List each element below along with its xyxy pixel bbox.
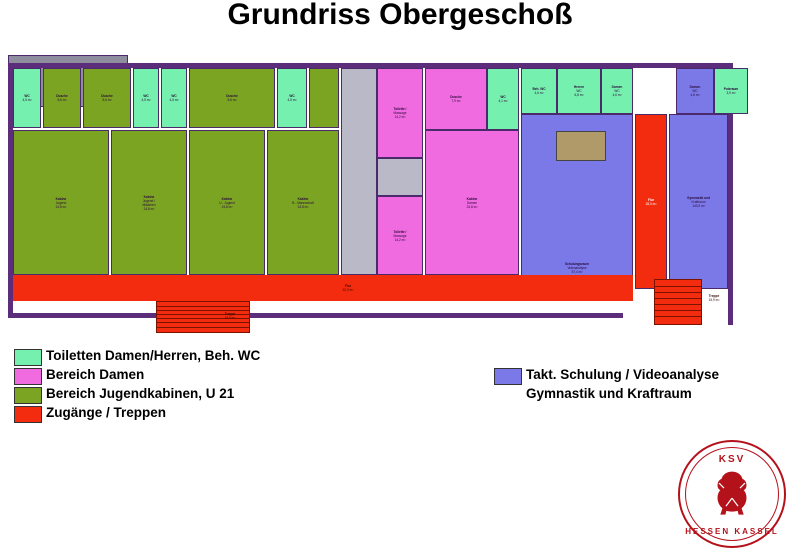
legend-label-2: Bereich Jugendkabinen, U 21 <box>46 386 235 401</box>
room-kabine-u-jugend: Kabine U - Jugend 24,8 m² <box>189 130 265 275</box>
room-putzraum: Putzraum 3,9 m² <box>714 68 748 114</box>
room-blue-top-right: Damen WC 4,6 m² <box>676 68 714 114</box>
ksv-logo <box>678 440 786 548</box>
room-dusche-3: Dusche 5,6 m² <box>189 68 275 128</box>
room-kabine-b-mannschaft: Kabine B - Mannschaft 24,8 m² <box>267 130 339 275</box>
legend-swatch-0 <box>14 349 42 366</box>
room-wc-damen: WC 4,1 m² <box>487 68 519 130</box>
room-wc-1: WC 4,5 m² <box>13 68 41 128</box>
legend-label-3: Zugänge / Treppen <box>46 405 167 420</box>
room-technik-grey <box>341 68 377 275</box>
treppe-rechts <box>654 279 702 325</box>
logo-top-text: KSV <box>718 454 746 465</box>
floor-plan <box>8 55 739 330</box>
room-dusche-1: Dusche 5,6 m² <box>43 68 81 128</box>
legend-swatch-3 <box>14 406 42 423</box>
legend-swatch-2 <box>14 387 42 404</box>
room-dusche-4 <box>309 68 339 128</box>
zugang-links <box>13 275 23 301</box>
room-grey-mid <box>377 158 423 196</box>
treppe-links-label: Treppe 15,9 m² <box>224 312 236 320</box>
table-schulung <box>556 131 606 161</box>
lion-icon <box>710 468 754 522</box>
room-beh-wc: Beh. WC 4,6 m² <box>521 68 557 114</box>
room-dusche-2: Dusche 5,6 m² <box>83 68 131 128</box>
room-schulungsraum: Schulungsraum Videoanalyse 57,4 m² <box>521 114 633 289</box>
treppe-rechts-label: Treppe 15,9 m² <box>708 294 720 302</box>
legend-label-0: Toiletten Damen/Herren, Beh. WC <box>46 348 261 363</box>
room-flur-rechts: Flur 28,0 m² <box>635 114 667 289</box>
room-kabine-damen: Kabine Damen 24,8 m² <box>425 130 519 275</box>
outer-wall-bottom <box>8 313 623 318</box>
legend-label-1: Bereich Damen <box>46 367 145 382</box>
room-toilette-massage-2: Toilette / Massage 14,2 m² <box>377 196 423 275</box>
room-gymnastik-kraftraum: Gymnastik und Kraftraum 143,9 m² <box>669 114 728 289</box>
room-herren-wc: Herren WC 6,8 m² <box>557 68 601 114</box>
room-wc-2: WC 4,5 m² <box>133 68 159 128</box>
room-kabine-jugend-1: Kabine Jugend 24,8 m² <box>13 130 109 275</box>
legend-label-4-line1: Takt. Schulung / Videoanalyse <box>526 367 720 382</box>
room-damen-wc: Damen WC 4,6 m² <box>601 68 633 114</box>
logo-bottom-text: HESSEN KASSEL <box>685 527 779 536</box>
legend-swatch-1 <box>14 368 42 385</box>
room-wc-3: WC 4,5 m² <box>161 68 187 128</box>
room-kabine-jugend-maedchen: Kabine Jugend / Mädchen 24,8 m² <box>111 130 187 275</box>
room-wc-4: WC 4,5 m² <box>277 68 307 128</box>
legend-swatch-4 <box>494 368 522 385</box>
legend-label-4-line2: Gymnastik und Kraftraum <box>526 386 692 401</box>
room-flur-haupt-label: Flur 52,3 m² <box>342 284 354 292</box>
room-dusche-damen: Dusche 7,9 m² <box>425 68 487 130</box>
room-toilette-massage-1: Toilette / Massage 14,2 m² <box>377 68 423 158</box>
page-title: Grundriss Obergeschoß <box>227 0 573 31</box>
